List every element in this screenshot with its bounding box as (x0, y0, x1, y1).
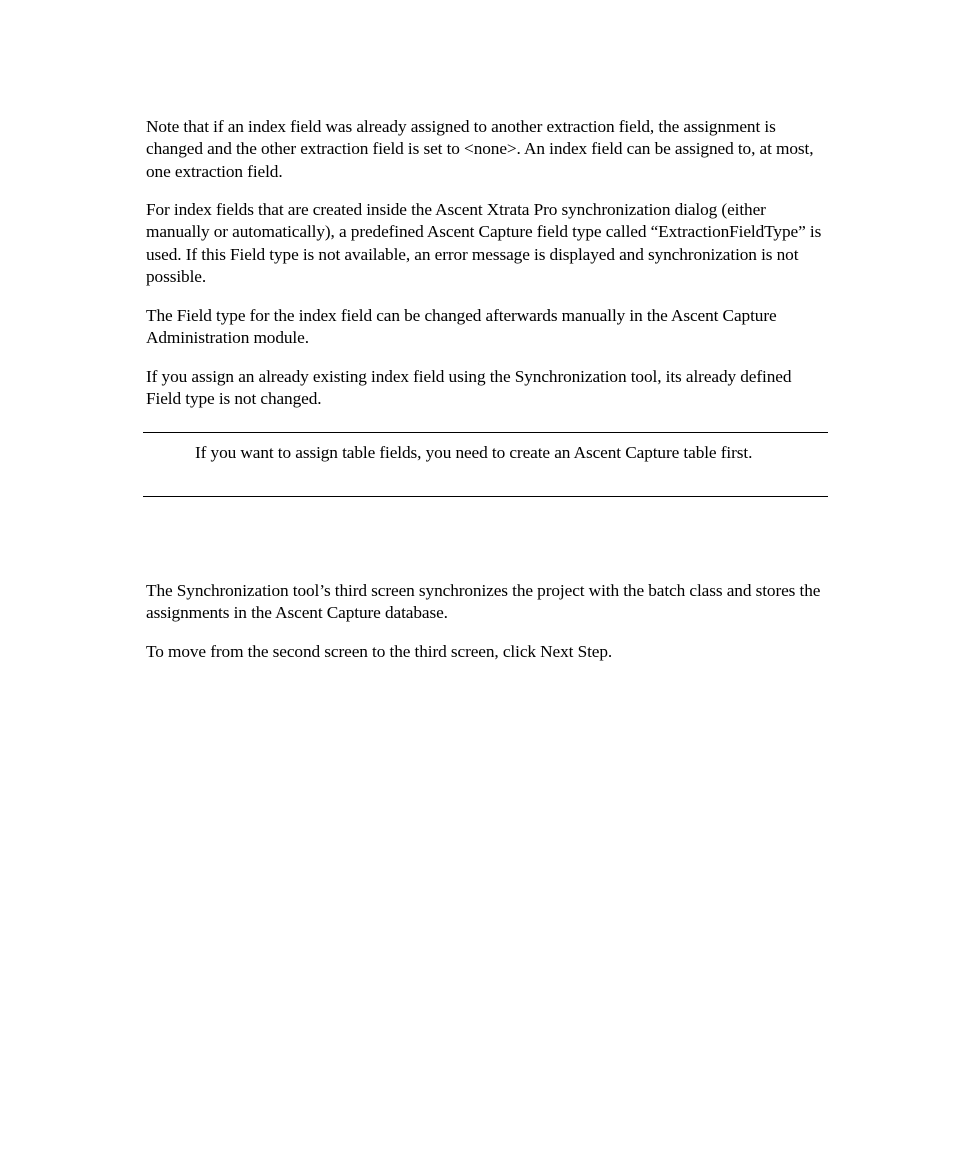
paragraph-next-step: To move from the second screen to the third screen, click Next Step. (146, 642, 613, 661)
paragraph-existing-field-type: If you assign an already existing index field using the Synchronization tool, its already defined Field type is not changed. (146, 367, 792, 409)
paragraph-index-field-reassignment: Note that if an index field was already assigned to another extraction field, the assignment is changed and the other extraction field is set to <none>. An index field can be assigned to, at most, one extraction field. (146, 117, 814, 181)
note-table-fields: If you want to assign table fields, you need to create an Ascent Capture table first. (195, 443, 753, 462)
paragraph-field-type-change: The Field type for the index field can be changed afterwards manually in the Ascent Capture Administration module. (146, 306, 777, 348)
note-top-rule (143, 432, 828, 433)
paragraph-extraction-field-type: For index fields that are created inside the Ascent Xtrata Pro synchronization dialog (either manually or automatically), a predefined Ascent Capture field type called “ExtractionFieldType” is used. If this Field type is not available, an error message is displayed and synchronization is not possible. (146, 200, 822, 286)
note-bottom-rule (143, 496, 828, 497)
paragraph-third-screen: The Synchronization tool’s third screen synchronizes the project with the batch class and stores the assignments in the Ascent Capture database. (146, 581, 821, 623)
